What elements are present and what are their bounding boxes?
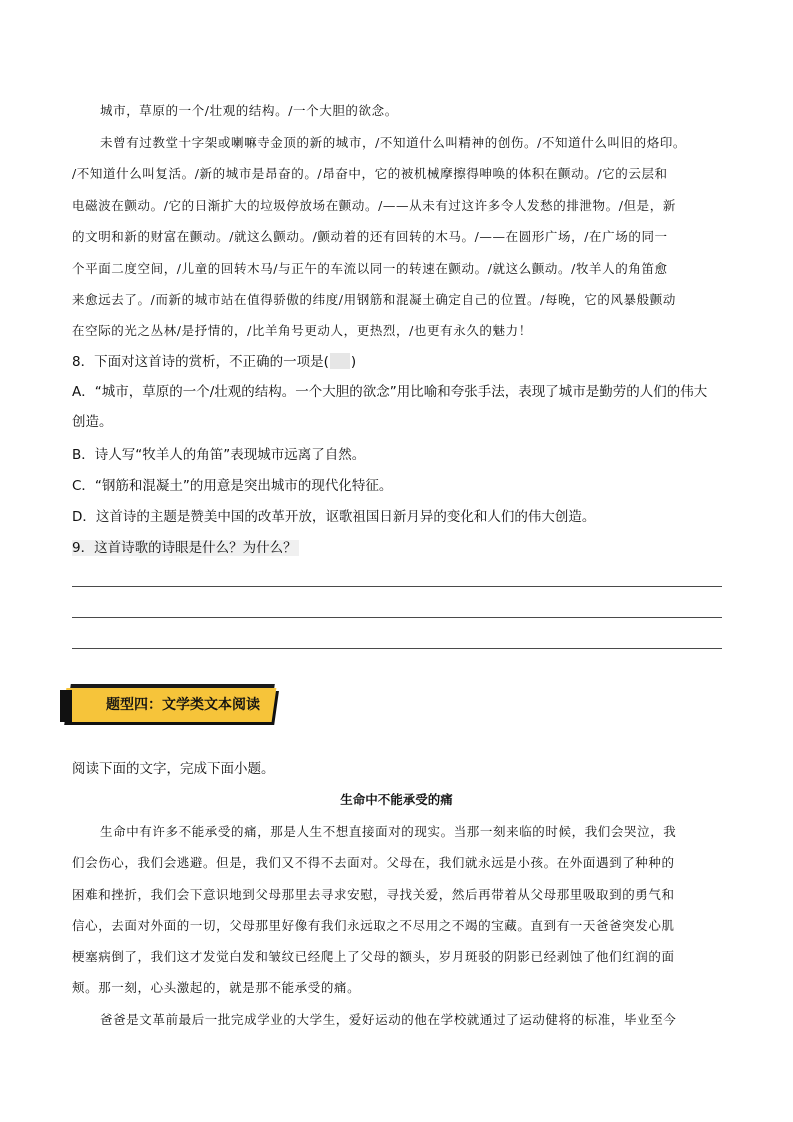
article-line: 生命中有许多不能承受的痛，那是人生不想直接面对的现实。当那一刻来临的时候，我们会哭泣，我: [100, 824, 677, 839]
question-9-text: 9．这首诗歌的诗眼是什么？为什么？: [72, 540, 297, 556]
question-8-close: ): [350, 354, 357, 370]
reading-instruction: 阅读下面的文字，完成下面小题。: [72, 761, 275, 777]
poem-line: 未曾有过教堂十字架或喇嘛寺金顶的新的城市，/不知道什么叫精神的创伤。/不知道什么叫旧的烙印。: [100, 135, 687, 150]
answer-line[interactable]: [72, 648, 722, 649]
poem-line: 个平面二度空间，/儿童的回转木马/与正午的车流以同一的转速在颤动。/就这么颤动。/牧羊人的角笛愈: [72, 261, 668, 276]
option-d: D．这首诗的主题是赞美中国的改革开放，讴歌祖国日新月异的变化和人们的伟大创造。: [72, 509, 596, 525]
article-title: 生命中不能承受的痛: [340, 792, 453, 807]
option-b: B．诗人写“牧羊人的角笛”表现城市远离了自然。: [72, 447, 366, 463]
poem-line: 的文明和新的财富在颤动。/就这么颤动。/颤动着的还有回转的木马。/——在圆形广场，/在广场的同一: [72, 229, 668, 244]
question-8-text: 8．下面对这首诗的赏析，不正确的一项是(: [72, 354, 329, 370]
poem-line: /不知道什么叫复活。/新的城市是昂奋的。/昂奋中，它的被机械摩擦得呻唤的体积在颤动。/它的云层和: [72, 166, 668, 181]
poem-line: 来愈远去了。/而新的城市站在值得骄傲的纬度/用钢筋和混凝土确定自己的位置。/每晚，它的风暴般颤动: [72, 292, 676, 307]
article-line: 颊。那一刻，心头激起的，就是那不能承受的痛。: [72, 980, 361, 995]
option-a: A．“城市，草原的一个/壮观的结构。一个大胆的欲念”用比喻和夸张手法，表现了城市是勤劳的人们的伟大: [72, 384, 708, 400]
question-8-stem: [72, 352, 356, 372]
article-line: 梗塞病倒了，我们这才发觉白发和皱纹已经爬上了父母的额头，岁月斑驳的阴影已经剥蚀了他们红润的面: [72, 949, 675, 964]
banner-title: 题型四：文学类文本阅读: [106, 697, 260, 713]
option-c: C．“钢筋和混凝土”的用意是突出城市的现代化特征。: [72, 478, 393, 494]
section-banner: [64, 684, 276, 726]
poem-line: 电磁波在颤动。/它的日渐扩大的垃圾停放场在颤动。/——从未有过这许多令人发愁的排泄物。/但是，新: [72, 198, 676, 213]
poem-line: 城市，草原的一个/壮观的结构。/一个大胆的欲念。: [100, 103, 398, 118]
answer-blank[interactable]: [330, 353, 350, 369]
option-a-cont: 创造。: [72, 414, 113, 430]
article-line: 信心，去面对外面的一切，父母那里好像有我们永远取之不尽用之不竭的宝藏。直到有一天爸爸突发心肌: [72, 918, 675, 933]
article-line: 爸爸是文革前最后一批完成学业的大学生，爱好运动的他在学校就通过了运动健将的标准，毕业至今: [100, 1012, 677, 1027]
article-line: 困难和挫折，我们会下意识地到父母那里去寻求安慰，寻找关爱，然后再带着从父母那里吸取到的勇气和: [72, 887, 675, 902]
question-9-stem: [72, 538, 299, 558]
poem-line: 在空际的光之丛林/是抒情的，/比羊角号更动人，更热烈，/也更有永久的魅力！: [72, 323, 532, 338]
answer-line[interactable]: [72, 617, 722, 618]
answer-line[interactable]: [72, 586, 722, 587]
article-line: 们会伤心，我们会逃避。但是，我们又不得不去面对。父母在，我们就永远是小孩。在外面遇到了种种的: [72, 855, 675, 870]
banner-tab: [60, 690, 72, 722]
